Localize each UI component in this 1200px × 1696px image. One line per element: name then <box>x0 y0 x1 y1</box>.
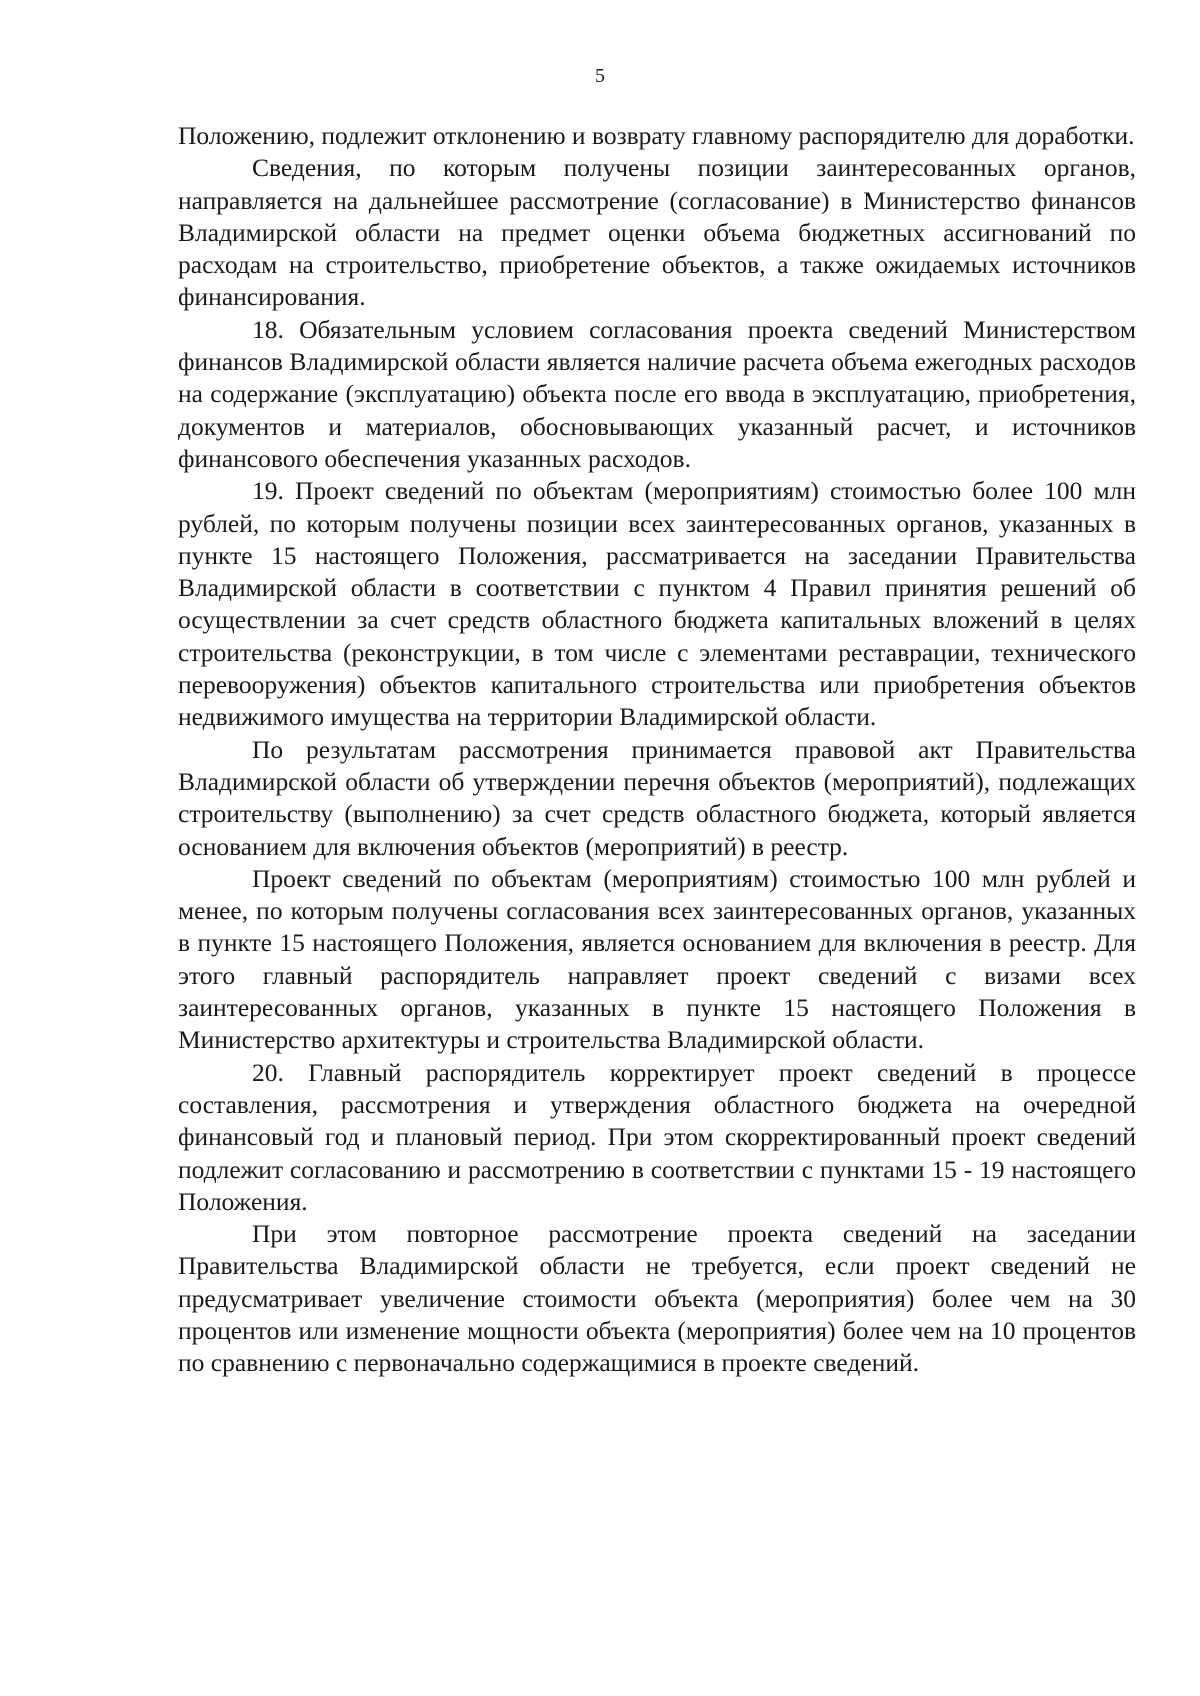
paragraph-item-19: 19. Проект сведений по объектам (мероприятиям) стоимостью более 100 млн рублей, по которым получены позиции всех заинтересованных органов, указанных в пункте 15 настоящего Положения, рассматривается на заседании Правительства Владимирской области в соответствии с пунктом 4 Правил принятия решений об осуществлении за счет средств областного бюджета капитальных вложений в целях строительства (реконструкции, в том числе с элементами реставрации, технического перевооружения) объектов капитального строительства или приобретения объектов недвижимого имущества на территории Владимирской области. <box>178 476 1136 732</box>
paragraph-continuation: Положению, подлежит отклонению и возврату главному распорядителю для доработки. <box>178 121 1135 150</box>
document-body <box>178 120 1136 1380</box>
paragraph: Сведения, по которым получены позиции заинтересованных органов, направляется на дальнейшее рассмотрение (согласование) в Министерство финансов Владимирской области на предмет оценки объема бюджетных ассигнований по расходам на строительство, приобретение объектов, а также ожидаемых источников финансирования. <box>178 153 1136 312</box>
paragraph: При этом повторное рассмотрение проекта сведений на заседании Правительства Владимирской области не требуется, если проект сведений не предусматривает увеличение стоимости объекта (мероприятия) более чем на 30 процентов или изменение мощности объекта (мероприятия) более чем на 10 процентов по сравнению с первоначально содержащимися в проекте сведений. <box>178 1219 1136 1378</box>
paragraph: По результатам рассмотрения принимается правовой акт Правительства Владимирской области об утверждении перечня объектов (мероприятий), подлежащих строительству (выполнению) за счет средств областного бюджета, который является основанием для включения объектов (мероприятий) в реестр. <box>178 734 1136 861</box>
page-number: 5 <box>595 65 605 87</box>
paragraph-item-20: 20. Главный распорядитель корректирует проект сведений в процессе составления, рассмотрения и утверждения областного бюджета на очередной финансовый год и плановый период. При этом скорректированный проект сведений подлежит согласованию и рассмотрению в соответствии с пунктами 15 - 19 настоящего Положения. <box>178 1057 1136 1216</box>
paragraph: Проект сведений по объектам (мероприятиям) стоимостью 100 млн рублей и менее, по которым получены согласования всех заинтересованных органов, указанных в пункте 15 настоящего Положения, является основанием для включения в реестр. Для этого главный распорядитель направляет проект сведений с визами всех заинтересованных органов, указанных в пункте 15 настоящего Положения в Министерство архитектуры и строительства Владимирской области. <box>178 863 1136 1055</box>
paragraph-item-18: 18. Обязательным условием согласования проекта сведений Министерством финансов Владимирской области является наличие расчета объема ежегодных расходов на содержание (эксплуатацию) объекта после его ввода в эксплуатацию, приобретения, документов и материалов, обосновывающих указанный расчет, и источников финансового обеспечения указанных расходов. <box>178 314 1136 473</box>
